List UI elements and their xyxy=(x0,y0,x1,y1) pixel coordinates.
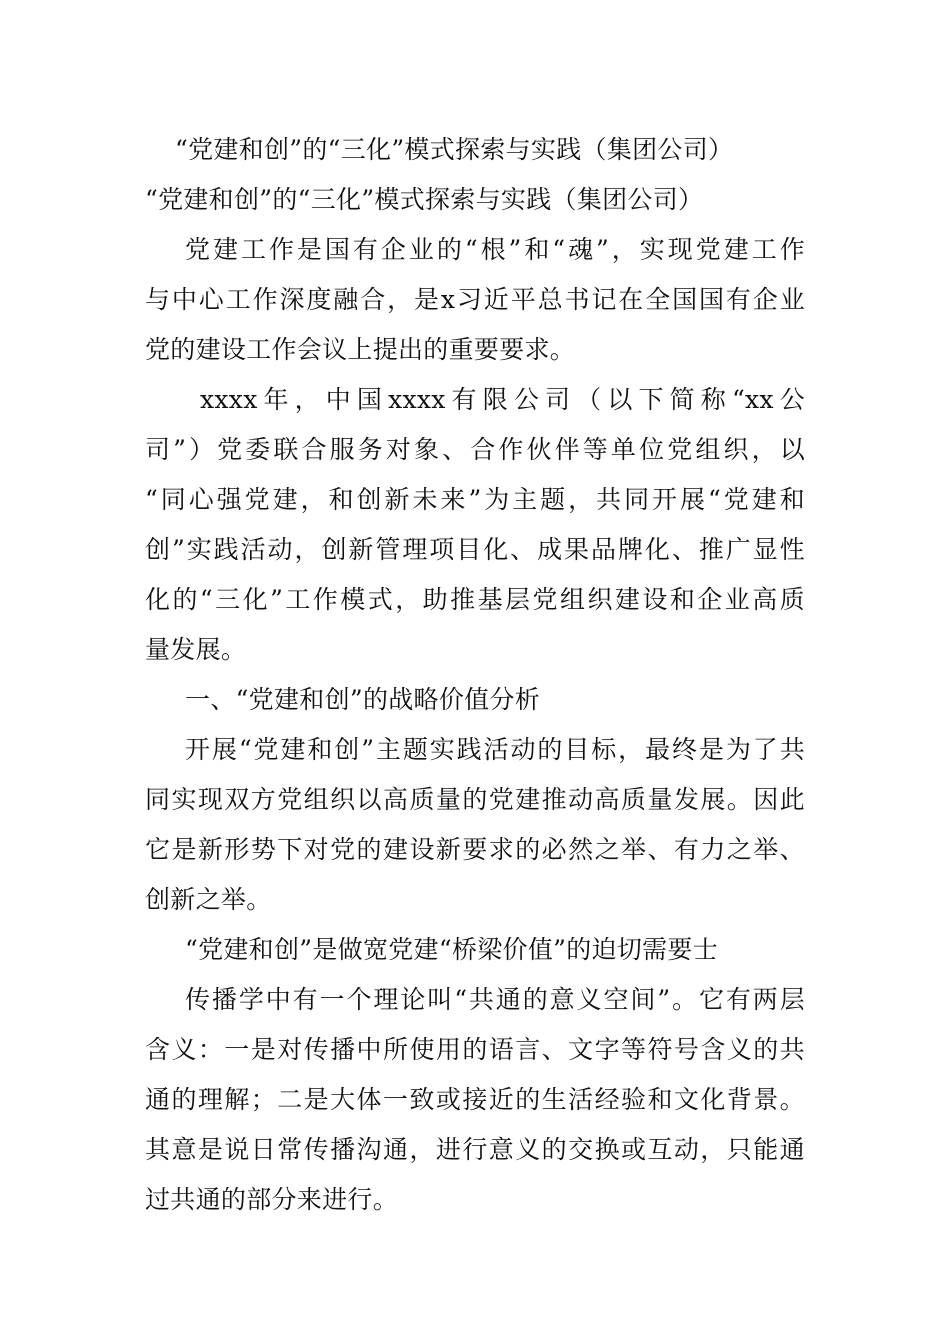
paragraph-line: 同实现双方党组织以高质量的党建推动高质量发展。因此 xyxy=(145,785,805,814)
document-title-line-2: “党建和创”的“三化”模式探索与实践（集团公司） xyxy=(145,185,704,214)
paragraph-line: 传播学中有一个理论叫“共通的意义空间”。它有两层 xyxy=(185,985,805,1014)
paragraph-line: 司”）党委联合服务对象、合作伙伴等单位党组织，以 xyxy=(145,435,805,464)
paragraph-line: 化的“三化”工作模式，助推基层党组织建设和企业高质 xyxy=(145,585,805,614)
paragraph-line: 党建工作是国有企业的“根”和“魂”，实现党建工作 xyxy=(185,235,805,264)
paragraph-line: 党的建设工作会议上提出的重要要求。 xyxy=(145,335,576,364)
paragraph-line: 含义：一是对传播中所使用的语言、文字等符号含义的共 xyxy=(145,1035,805,1064)
paragraph-line: 通的理解；二是大体一致或接近的生活经验和文化背景。 xyxy=(145,1085,805,1114)
section-heading-text: 一、“党建和创”的战略价值分析 xyxy=(185,685,541,714)
paragraph-line: 它是新形势下对党的建设新要求的必然之举、有力之举、 xyxy=(145,835,805,864)
paragraph-line: 与中心工作深度融合，是x习近平总书记在全国国有企业 xyxy=(145,285,805,314)
paragraph-line: 量发展。 xyxy=(145,635,247,664)
paragraph-line: 其意是说日常传播沟通，进行意义的交换或互动，只能通 xyxy=(145,1135,805,1164)
document-title-line-1: “党建和创”的“三化”模式探索与实践（集团公司） xyxy=(175,135,734,164)
subheading-text: “党建和创”是做宽党建“桥梁价值”的迫切需要士 xyxy=(185,935,719,964)
paragraph-line: 过共通的部分来进行。 xyxy=(145,1185,399,1214)
paragraph-line: xxxx年，中国xxxx有限公司（以下简称“xx公 xyxy=(200,385,805,414)
paragraph-line: 创”实践活动，创新管理项目化、成果品牌化、推广显性 xyxy=(145,535,805,564)
paragraph-line: “同心强党建，和创新未来”为主题，共同开展“党建和 xyxy=(145,485,805,514)
paragraph-line: 开展“党建和创”主题实践活动的目标，最终是为了共 xyxy=(185,735,805,764)
paragraph-line: 创新之举。 xyxy=(145,885,272,914)
